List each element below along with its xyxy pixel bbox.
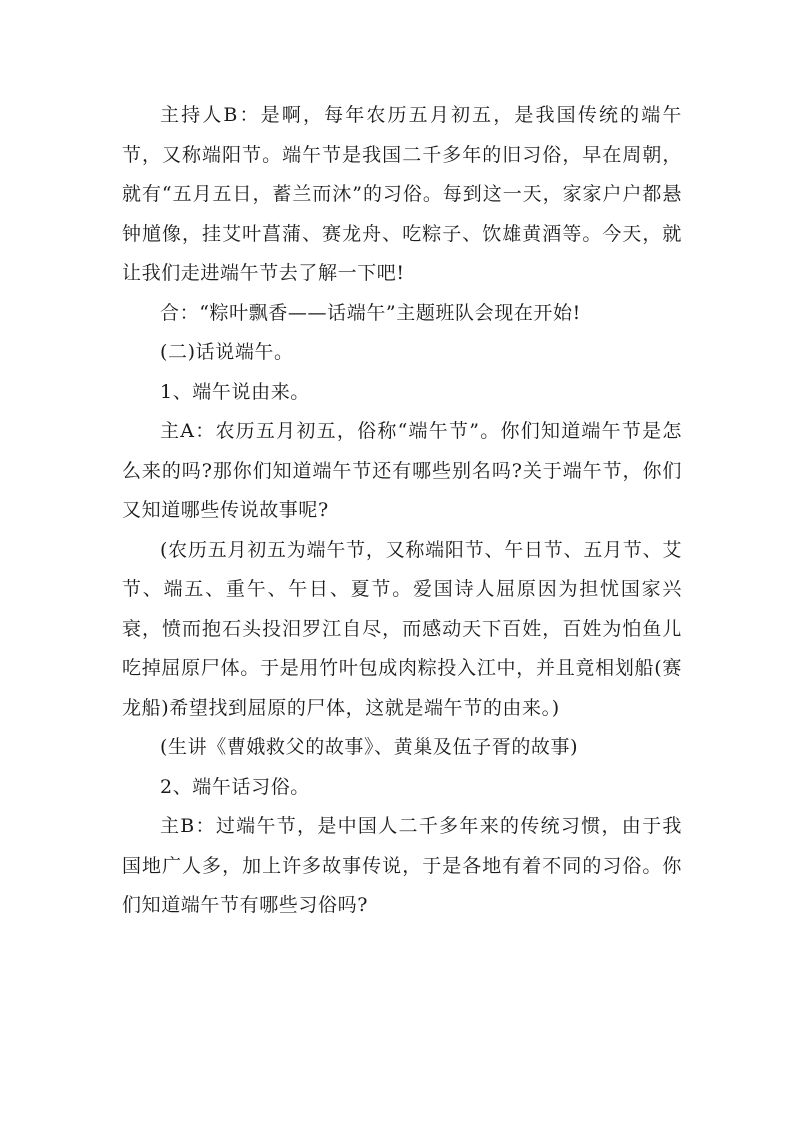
paragraph-student-stories: (生讲《曹娥救父的故事》、黄巢及伍子胥的故事) [160,736,579,758]
section-heading-talk-duanwu: (二)话说端午。 [160,341,294,363]
paragraph-host-a-question: 主A：农历五月初五，俗称“端午节”。你们知道端午节是怎么来的吗?那你们知道端午节还有哪些别名吗?关于端午节，你们又知道哪些传说故事呢? [122,420,682,521]
document-body [122,96,682,926]
paragraph-chorus-open: 合：“粽叶飘香——话端午”主题班队会现在开始! [160,301,581,324]
subheading-origin: 1、端午说由来。 [160,380,310,403]
paragraph-origin-answer: (农历五月初五为端午节，又称端阳节、午日节、五月节、艾节、端五、重午、午日、夏节。爱国诗人屈原因为担忧国家兴衰，愤而抱石头投汨罗江自尽，而感动天下百姓，百姓为怕鱼儿吃掉屈原尸体。于是用竹叶包成肉粽投入江中，并且竟相划船(赛龙船)希望找到屈原的尸体，这就是端午节的由来。) [122,538,682,719]
paragraph-host-b-customs: 主B：过端午节，是中国人二千多年来的传统习惯，由于我国地广人多，加上许多故事传说，于是各地有着不同的习俗。你们知道端午节有哪些习俗吗? [122,815,682,916]
subheading-customs: 2、端午话习俗。 [160,775,310,798]
paragraph-host-b-intro: 主持人B：是啊，每年农历五月初五，是我国传统的端午节，又称端阳节。端午节是我国二千多年的旧习俗，早在周朝，就有“五月五日，蓄兰而沐”的习俗。每到这一天，家家户户都悬钟馗像，挂艾叶菖蒲、赛龙舟、吃粽子、饮雄黄酒等。今天，就让我们走进端午节去了解一下吧! [122,104,682,284]
